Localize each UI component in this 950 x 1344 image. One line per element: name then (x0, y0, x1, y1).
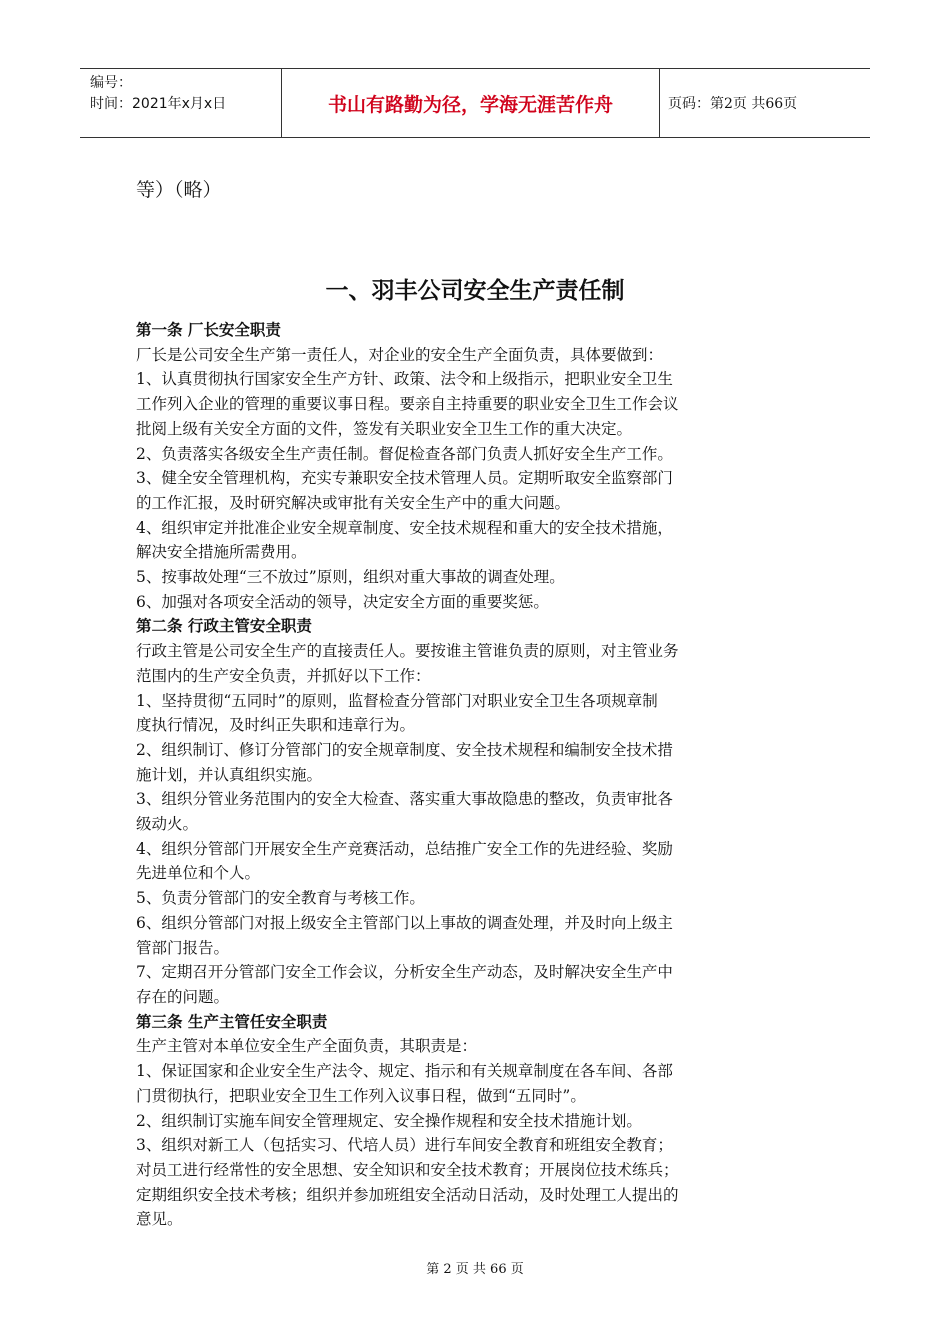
body-line: 的工作汇报，及时研究解决或审批有关安全生产中的重大问题。 (136, 493, 571, 512)
body-line: 管部门报告。 (136, 938, 230, 957)
serial-label: 编号： (90, 75, 132, 91)
body-line: 4、组织审定并批准企业安全规章制度、安全技术规程和重大的安全技术措施， (136, 518, 673, 537)
header-motto: 书山有路勤为径，学海无涯苦作舟 (282, 69, 660, 137)
body-line: 3、健全安全管理机构，充实专兼职安全技术管理人员。定期听取安全监察部门 (136, 469, 673, 488)
body-line: 6、组织分管部门对报上级安全主管部门以上事故的调查处理，并及时向上级主 (136, 913, 673, 932)
body-line: 5、负责分管部门的安全教育与考核工作。 (136, 889, 425, 908)
body-line: 2、负责落实各级安全生产责任制。督促检查各部门负责人抓好安全生产工作。 (136, 444, 673, 463)
body-line: 解决安全措施所需费用。 (136, 543, 307, 562)
document-title: 一、羽丰公司安全生产责任制 (325, 278, 625, 304)
body-line: 2、组织制订实施车间安全管理规定、安全操作规程和安全技术措施计划。 (136, 1111, 642, 1130)
body-line: 先进单位和个人。 (136, 864, 261, 883)
body-line: 行政主管是公司安全生产的直接责任人。要按谁主管谁负责的原则，对主管业务 (136, 642, 679, 661)
body-line: 意见。 (136, 1210, 183, 1229)
body-line: 门贯彻执行，把职业安全卫生工作列入议事日程，做到“五同时”。 (136, 1086, 586, 1105)
body-line: 施计划，并认真组织实施。 (136, 765, 323, 784)
header-left-cell (80, 69, 282, 137)
page-header (80, 68, 870, 138)
body-line: 批阅上级有关安全方面的文件，签发有关职业安全卫生工作的重大决定。 (136, 419, 633, 438)
body-line: 1、认真贯彻执行国家安全生产方针、政策、法令和上级指示，把职业安全卫生 (136, 370, 673, 389)
body-line: 生产主管对本单位安全生产全面负责，其职责是： (136, 1037, 478, 1056)
body-line: 2、组织制订、修订分管部门的安全规章制度、安全技术规程和编制安全技术措 (136, 740, 673, 759)
body-line: 存在的问题。 (136, 987, 230, 1006)
body-line: 3、组织分管业务范围内的安全大检查、落实重大事故隐患的整改，负责审批各 (136, 790, 673, 809)
body-line: 7、定期召开分管部门安全工作会议，分析安全生产动态，及时解决安全生产中 (136, 963, 673, 982)
body-line: 定期组织安全技术考核；组织并参加班组安全活动日活动，及时处理工人提出的 (136, 1185, 679, 1204)
section-heading: 第三条 生产主管任安全职责 (136, 1012, 328, 1031)
body-line: 对员工进行经常性的安全思想、安全知识和安全技术教育；开展岗位技术练兵； (136, 1160, 679, 1179)
body-line: 5、按事故处理“三不放过”原则，组织对重大事故的调查处理。 (136, 568, 565, 587)
header-page-info: 页码：第2页 共66页 (668, 96, 798, 112)
continuation-text: 等）（略） (136, 179, 222, 201)
body-line: 4、组织分管部门开展安全生产竞赛活动，总结推广安全工作的先进经验、奖励 (136, 839, 673, 858)
body-line: 3、组织对新工人（包括实习、代培人员）进行车间安全教育和班组安全教育； (136, 1136, 673, 1155)
body-line: 范围内的生产安全负责，并抓好以下工作： (136, 666, 431, 685)
body-line: 度执行情况，及时纠正失职和违章行为。 (136, 716, 416, 735)
body-line: 级动火。 (136, 815, 199, 834)
body-line: 厂长是公司安全生产第一责任人，对企业的安全生产全面负责，具体要做到： (136, 345, 664, 364)
section-heading: 第一条 厂长安全职责 (136, 321, 281, 339)
document-body (136, 318, 820, 1232)
page-footer: 第 2 页 共 66 页 (426, 1262, 524, 1277)
body-line: 1、保证国家和企业安全生产法令、规定、指示和有关规章制度在各车间、各部 (136, 1062, 673, 1081)
body-line: 工作列入企业的管理的重要议事日程。要亲自主持重要的职业安全卫生工作会议 (136, 395, 679, 414)
body-line: 6、加强对各项安全活动的领导，决定安全方面的重要奖惩。 (136, 592, 549, 611)
date-label: 时间：2021年x月x日 (90, 96, 227, 112)
body-line: 1、坚持贯彻“五同时”的原则，监督检查分管部门对职业安全卫生各项规章制 (136, 691, 658, 710)
section-heading: 第二条 行政主管安全职责 (136, 617, 312, 636)
